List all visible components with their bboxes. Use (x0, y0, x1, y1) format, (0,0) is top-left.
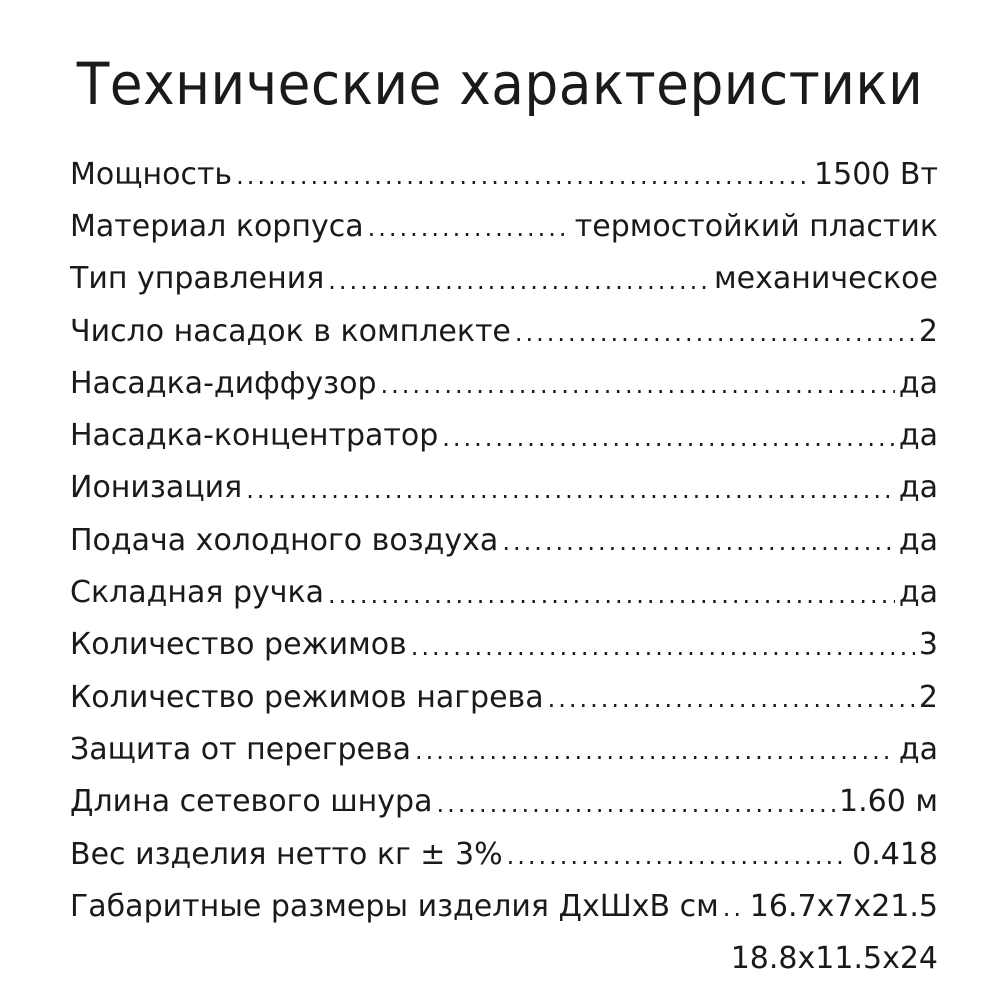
dot-leader (442, 424, 895, 452)
page-title: Технические характеристики (76, 50, 924, 118)
spec-value: 3 (918, 627, 938, 663)
dot-leader (246, 476, 895, 504)
dot-leader (236, 162, 810, 190)
spec-value: да (898, 365, 938, 401)
spec-row-ionization (70, 462, 938, 514)
spec-value: термостойкий пластик (574, 208, 938, 244)
spec-label: Габаритные размеры изделия ДхШхВ см (70, 888, 719, 924)
spec-label: Количество режимов нагрева (70, 679, 544, 715)
dot-leader (328, 267, 710, 295)
dot-leader (507, 842, 849, 870)
spec-row-control-type (70, 253, 938, 305)
spec-value: 18.8x11.5x24 (730, 941, 938, 977)
spec-row-cord-length (70, 776, 938, 828)
spec-row-dimensions-extra (70, 932, 938, 984)
spec-value: да (898, 731, 938, 767)
spec-label: Длина сетевого шнура (70, 784, 433, 820)
dot-leader (548, 685, 915, 713)
spec-value: 1500 Вт (814, 156, 938, 192)
spec-label: Мощность (70, 156, 233, 192)
spec-row-attachments-count (70, 305, 938, 357)
spec-value: да (898, 418, 938, 454)
spec-value: 1.60 м (839, 784, 938, 820)
spec-label: Насадка-концентратор (70, 418, 439, 454)
spec-value: 2 (918, 313, 938, 349)
spec-row-heat-modes-count (70, 671, 938, 723)
dot-leader (723, 894, 746, 922)
spec-label: Подача холодного воздуха (70, 522, 499, 558)
spec-label: Защита от перегрева (70, 731, 412, 767)
spec-label: Число насадок в комплекте (70, 313, 511, 349)
dot-leader (436, 790, 835, 818)
spec-value: механическое (714, 261, 938, 297)
spec-row-dimensions (70, 880, 938, 932)
spec-value: да (898, 575, 938, 611)
spec-row-power (70, 148, 938, 200)
dot-leader (381, 371, 895, 399)
spec-row-cold-air (70, 514, 938, 566)
spec-label: Количество режимов (70, 627, 407, 663)
spec-value: 0.418 (852, 836, 938, 872)
dot-leader (328, 581, 895, 609)
spec-label: Складная ручка (70, 575, 324, 611)
spec-list (70, 148, 938, 985)
spec-value: да (898, 470, 938, 506)
spec-row-net-weight (70, 828, 938, 880)
spec-value: да (898, 522, 938, 558)
spec-row-diffuser (70, 357, 938, 409)
spec-row-folding-handle (70, 566, 938, 618)
spec-row-overheat-protection (70, 723, 938, 775)
dot-leader (415, 737, 895, 765)
spec-row-modes-count (70, 619, 938, 671)
dot-leader (515, 319, 915, 347)
spec-value: 16.7x7x21.5 (749, 888, 938, 924)
dot-leader (411, 633, 915, 661)
spec-label: Тип управления (70, 261, 325, 297)
spec-row-body-material (70, 200, 938, 252)
dot-leader (368, 214, 571, 242)
spec-row-concentrator (70, 409, 938, 461)
spec-label: Вес изделия нетто кг ± 3% (70, 836, 503, 872)
dot-leader (502, 528, 895, 556)
spec-value: 2 (918, 679, 938, 715)
spec-label: Материал корпуса (70, 208, 364, 244)
spec-label: Насадка-диффузор (70, 365, 377, 401)
spec-label: Ионизация (70, 470, 243, 506)
